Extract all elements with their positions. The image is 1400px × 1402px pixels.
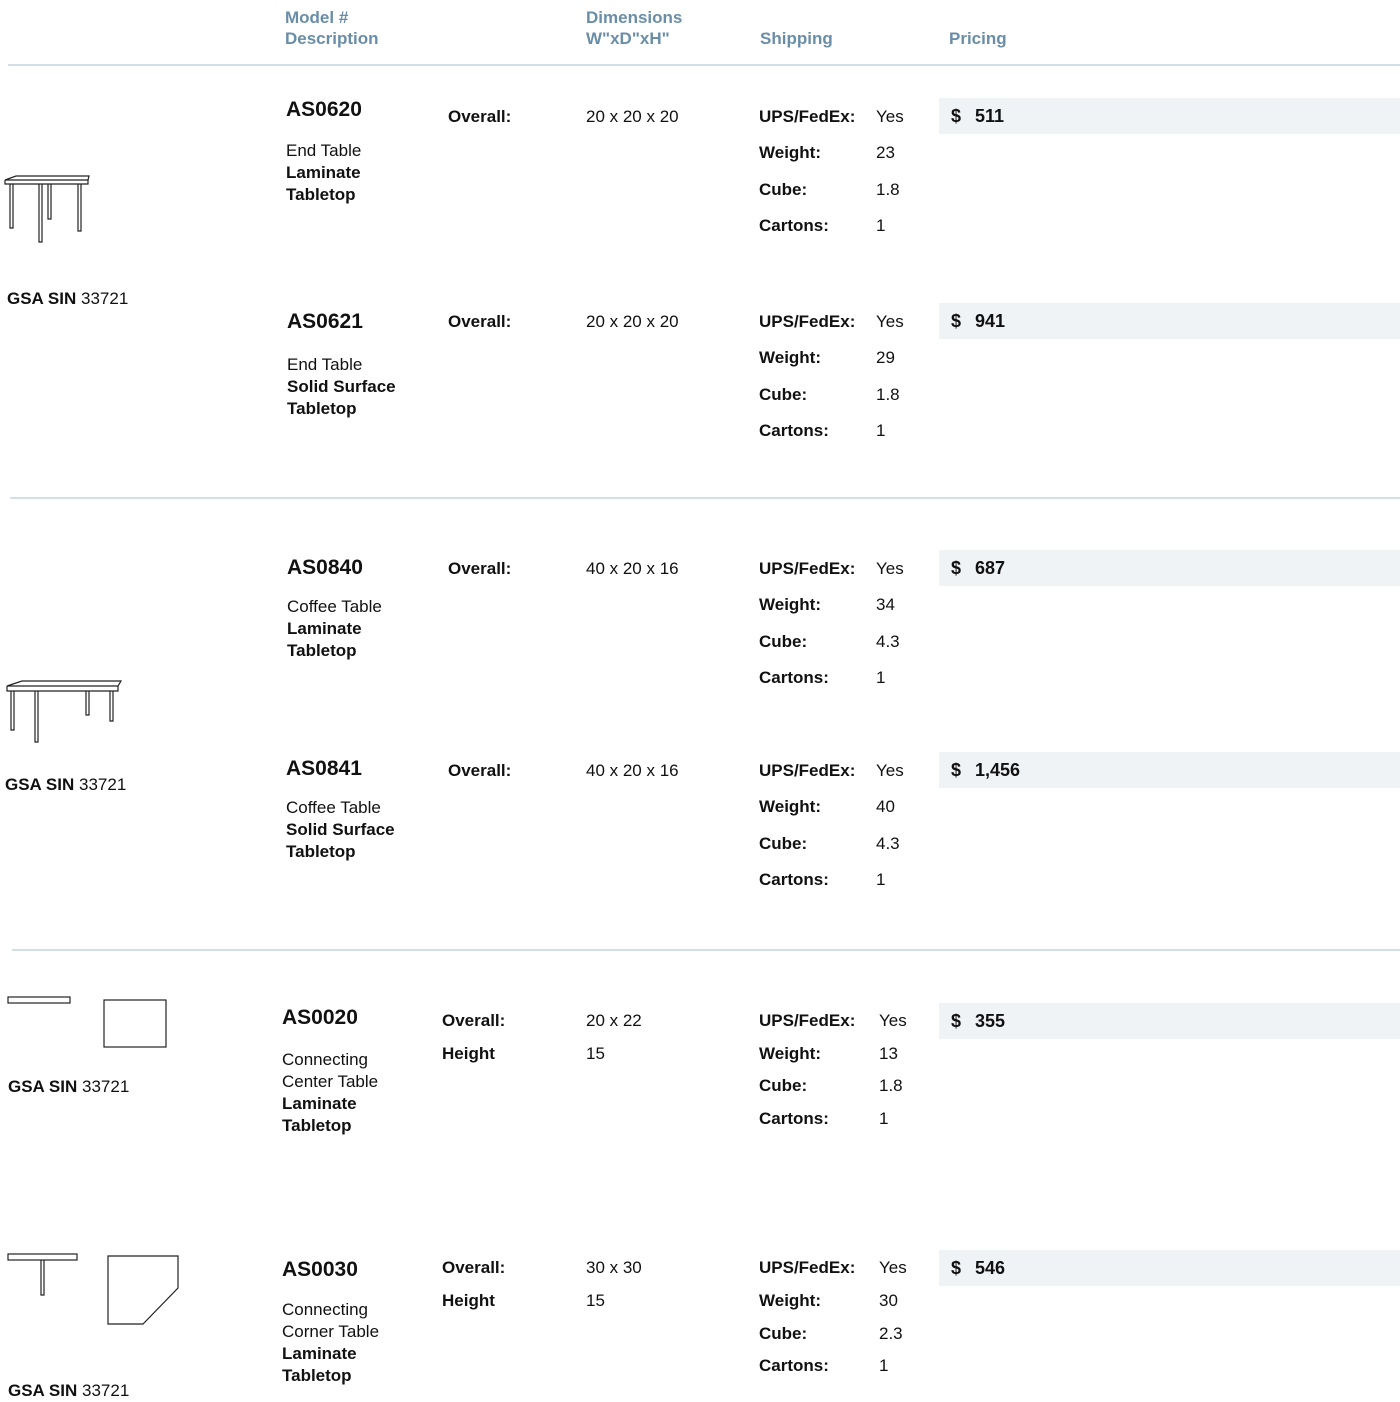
shipping-label: Weight: — [759, 1291, 822, 1310]
shipping-label: Cartons: — [759, 668, 829, 687]
price-value: 687 — [975, 557, 1006, 578]
gsa-sin — [5, 774, 126, 796]
model-number: AS0840 — [287, 556, 363, 579]
description-line: Connecting — [282, 1300, 369, 1319]
shipping-value: Yes — [876, 312, 904, 331]
shipping-label: Cartons: — [759, 1109, 829, 1128]
shipping-value: Yes — [879, 1258, 907, 1277]
description-line: Tabletop — [287, 641, 357, 660]
shipping-value: 1 — [876, 421, 886, 440]
shipping-label: Weight: — [759, 595, 822, 614]
header-dimensions-units: W"xD"xH" — [586, 29, 670, 48]
gsa-sin-label: GSA SIN — [5, 775, 75, 794]
shipping-label: Cartons: — [759, 421, 829, 440]
coffee-table-drawing — [4, 678, 124, 746]
currency-symbol: $ — [951, 759, 962, 780]
shipping-label: Cube: — [759, 1076, 808, 1095]
dimension-value: 40 x 20 x 16 — [586, 761, 679, 780]
price-bar — [939, 1250, 1400, 1286]
shipping-label: Weight: — [759, 1044, 822, 1063]
description-line: Tabletop — [287, 399, 357, 418]
model-number: AS0621 — [287, 310, 363, 333]
dimension-value: 15 — [586, 1044, 605, 1063]
dimension-value: 20 x 20 x 20 — [586, 312, 679, 331]
shipping-value: 29 — [876, 348, 895, 367]
description-line: Tabletop — [286, 185, 356, 204]
price-bar — [939, 303, 1400, 339]
shipping-value: 4.3 — [876, 834, 900, 853]
shipping-label: UPS/FedEx: — [759, 107, 856, 126]
header-dimensions-label: Dimensions — [586, 8, 683, 27]
shipping-label: UPS/FedEx: — [759, 559, 856, 578]
gsa-sin-number: 33721 — [82, 1381, 130, 1400]
shipping-label: UPS/FedEx: — [759, 312, 856, 331]
description-line: Coffee Table — [287, 597, 382, 616]
shipping-label: UPS/FedEx: — [759, 1258, 856, 1277]
header-model — [285, 7, 379, 49]
dimension-value: 20 x 22 — [586, 1011, 642, 1030]
shipping-value: Yes — [876, 559, 904, 578]
gsa-sin-number: 33721 — [79, 775, 127, 794]
price-value: 546 — [975, 1257, 1006, 1278]
end-table-drawing — [2, 174, 92, 246]
gsa-sin-label: GSA SIN — [8, 1381, 78, 1400]
dimension-label: Overall: — [448, 559, 512, 578]
shipping-label: Cube: — [759, 180, 808, 199]
dimension-label: Overall: — [448, 107, 512, 126]
header-model-label: Model # — [285, 8, 349, 27]
price-value: 511 — [975, 105, 1005, 126]
gsa-sin — [8, 1380, 129, 1402]
shipping-label: Weight: — [759, 797, 822, 816]
product-description — [286, 140, 361, 206]
description-line: Solid Surface — [286, 820, 395, 839]
shipping-label: UPS/FedEx: — [759, 761, 856, 780]
shipping-label: Weight: — [759, 143, 822, 162]
shipping-value: 1.8 — [879, 1076, 903, 1095]
dimension-label: Height — [442, 1291, 495, 1310]
description-line: End Table — [287, 355, 363, 374]
product-description — [282, 1049, 378, 1137]
description-line: Tabletop — [286, 842, 356, 861]
shipping-value: 34 — [876, 595, 895, 614]
dimension-value: 20 x 20 x 20 — [586, 107, 679, 126]
shipping-value: 1 — [879, 1356, 889, 1375]
gsa-sin — [8, 1076, 129, 1098]
price-bar — [939, 1003, 1400, 1039]
shipping-value: 1.8 — [876, 385, 900, 404]
description-line: Corner Table — [282, 1322, 380, 1341]
shipping-value: 1.8 — [876, 180, 900, 199]
shipping-label: Cube: — [759, 834, 808, 853]
shipping-value: 30 — [879, 1291, 898, 1310]
description-line: Solid Surface — [287, 377, 396, 396]
currency-symbol: $ — [951, 105, 962, 126]
center-table-drawing — [6, 995, 174, 1051]
currency-symbol: $ — [951, 1010, 962, 1031]
shipping-value: 1 — [876, 870, 886, 889]
header-description-label: Description — [285, 29, 379, 48]
description-line: Laminate — [282, 1344, 357, 1363]
description-line: Laminate — [282, 1094, 357, 1113]
shipping-label: Cube: — [759, 1324, 808, 1343]
price-bar — [939, 752, 1400, 788]
shipping-label: Cartons: — [759, 216, 829, 235]
model-number: AS0020 — [282, 1006, 358, 1029]
header-shipping: Shipping — [760, 29, 833, 48]
price-bar — [939, 550, 1400, 586]
price-value: 941 — [975, 310, 1006, 331]
dimension-label: Height — [442, 1044, 495, 1063]
dimension-label: Overall: — [442, 1258, 506, 1277]
product-description — [287, 596, 382, 662]
description-line: Tabletop — [282, 1116, 352, 1135]
product-description — [286, 797, 395, 863]
product-description — [287, 354, 396, 420]
header-divider — [8, 64, 1400, 66]
price-value: 355 — [975, 1010, 1006, 1031]
shipping-value: 23 — [876, 143, 895, 162]
shipping-label: Cartons: — [759, 1356, 829, 1375]
currency-symbol: $ — [951, 557, 962, 578]
shipping-value: Yes — [876, 761, 904, 780]
description-line: End Table — [286, 141, 362, 160]
product-description — [282, 1299, 379, 1387]
currency-symbol: $ — [951, 1257, 962, 1278]
shipping-label: Cartons: — [759, 870, 829, 889]
shipping-value: 4.3 — [876, 632, 900, 651]
gsa-sin-number: 33721 — [81, 289, 129, 308]
price-bar — [939, 98, 1400, 134]
description-line: Laminate — [286, 163, 361, 182]
shipping-value: 13 — [879, 1044, 898, 1063]
model-number: AS0841 — [286, 757, 362, 780]
section-divider — [10, 497, 1400, 499]
gsa-sin — [7, 288, 128, 310]
header-pricing: Pricing — [949, 29, 1007, 48]
model-number: AS0030 — [282, 1258, 358, 1281]
dimension-label: Overall: — [448, 761, 512, 780]
shipping-value: 1 — [879, 1109, 889, 1128]
shipping-label: Cube: — [759, 632, 808, 651]
shipping-value: 1 — [876, 216, 886, 235]
dimension-value: 15 — [586, 1291, 605, 1310]
description-line: Center Table — [282, 1072, 379, 1091]
shipping-value: 2.3 — [879, 1324, 903, 1343]
shipping-value: 1 — [876, 668, 886, 687]
header-dimensions — [586, 7, 682, 49]
dimension-label: Overall: — [448, 312, 512, 331]
corner-table-drawing — [6, 1252, 184, 1328]
gsa-sin-label: GSA SIN — [7, 289, 77, 308]
shipping-label: Weight: — [759, 348, 822, 367]
section-divider — [12, 949, 1400, 951]
shipping-label: UPS/FedEx: — [759, 1011, 856, 1030]
shipping-label: Cube: — [759, 385, 808, 404]
description-line: Coffee Table — [286, 798, 381, 817]
description-line: Laminate — [287, 619, 362, 638]
model-number: AS0620 — [286, 98, 362, 121]
dimension-value: 40 x 20 x 16 — [586, 559, 679, 578]
dimension-value: 30 x 30 — [586, 1258, 642, 1277]
shipping-value: Yes — [879, 1011, 907, 1030]
description-line: Tabletop — [282, 1366, 352, 1385]
shipping-value: 40 — [876, 797, 895, 816]
gsa-sin-number: 33721 — [82, 1077, 130, 1096]
description-line: Connecting — [282, 1050, 369, 1069]
price-value: 1,456 — [975, 759, 1021, 780]
shipping-value: Yes — [876, 107, 904, 126]
currency-symbol: $ — [951, 310, 962, 331]
dimension-label: Overall: — [442, 1011, 506, 1030]
gsa-sin-label: GSA SIN — [8, 1077, 78, 1096]
